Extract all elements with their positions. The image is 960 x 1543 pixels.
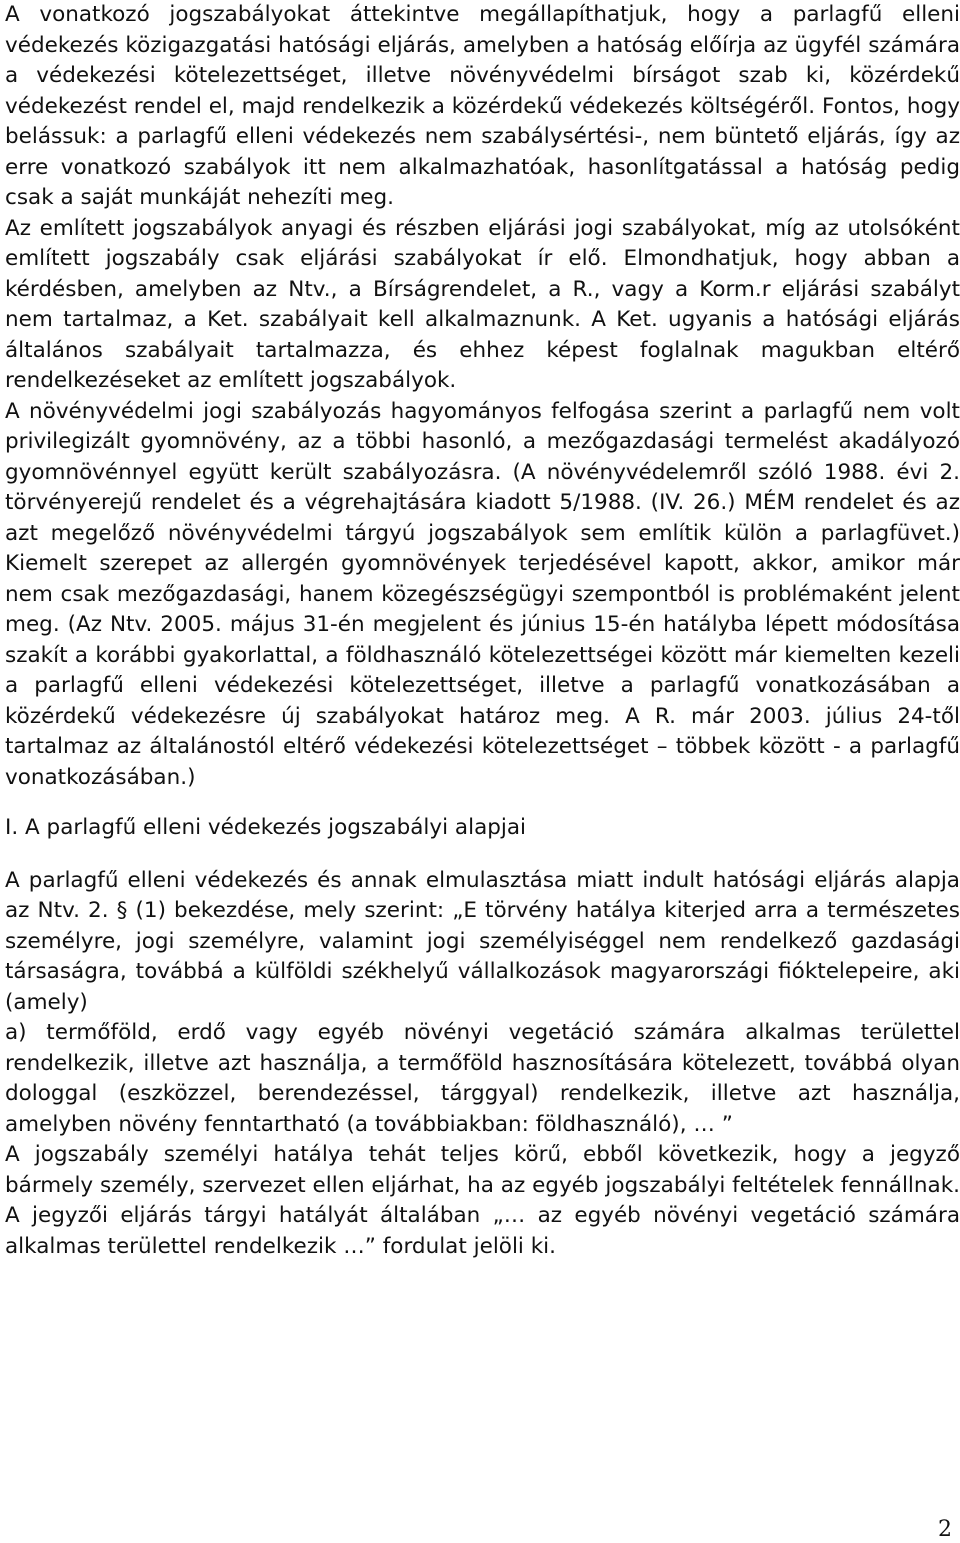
paragraph-3: A növényvédelmi jogi szabályozás hagyományos felfogása szerint a parlagfű nem volt privilegizált gyomnövény, az a többi hasonló, a mezőgazdasági termelést akadályozó gyomnövénnyel együtt került szabályozásra. (A növényvédelemről szóló 1988. évi 2. törvényerejű rendelet és a végrehajtására kiadott 5/1988. (IV. 26.) MÉM rendelet és az azt megelőző növényvédelmi tárgyú jogszabályok sem említik külön a parlagfüvet.) Kiemelt szerepet az allergén gyomnövények terjedésével kapott, akkor, amikor már nem csak mezőgazdasági, hanem közegészségügyi szempontból is problémaként jelent meg. (Az Ntv. 2005. május 31-én megjelent és június 15-én hatályba lépett módosítása szakít a korábbi gyakorlattal, a földhasználó kötelezettségei között már kiemelten kezeli a parlagfű elleni védekezési kötelezettséget, illetve a parlagfű vonatkozásában a közérdekű védekezésre új szabályokat határoz meg. A R. már 2003. július 24-től tartalmaz az általánostól eltérő védekezési kötelezettséget – többek között - a parlagfű vonatkozásában.) bbox=[5, 398, 960, 790]
section-heading: I. A parlagfű elleni védekezés jogszabályi alapjai bbox=[5, 815, 527, 840]
paragraph-1: A vonatkozó jogszabályokat áttekintve megállapíthatjuk, hogy a parlagfű elleni védekezés közigazgatási hatósági eljárás, amelyben a hatóság előírja az ügyfél számára a védekezési kötelezettséget, illetve növényvédelmi bírságot szab ki, közérdekű védekezést rendel el, majd rendelkezik a közérdekű védekezés költségéről. Fontos, hogy belássuk: a parlagfű elleni védekezés nem szabálysértési-, nem büntető eljárás, így az erre vonatkozó szabályok itt nem alkalmazhatóak, hasonlítgatással a hatóság pedig csak a saját munkáját nehezíti meg. bbox=[5, 2, 960, 210]
section-paragraph-1: A parlagfű elleni védekezés és annak elmulasztása miatt indult hatósági eljárás alapja az Ntv. 2. § (1) bekezdése, mely szerint: „E törvény hatálya kiterjed arra a természetes személyre, jogi személyre, valamint jogi személyiséggel nem rendelkező gazdasági társaságra, továbbá a külföldi székhelyű vállalkozások magyarországi fióktelepeire, aki (amely) bbox=[5, 867, 960, 1015]
section-paragraph-3: A jogszabály személyi hatálya tehát teljes körű, ebből következik, hogy a jegyző bármely személy, szervezet ellen eljárhat, ha az egyéb jogszabályi feltételek fennállnak. A jegyzői eljárás tárgyi hatályát általában „… az egyéb növényi vegetáció számára alkalmas területtel rendelkezik …” fordulat jelöli ki. bbox=[5, 1142, 960, 1259]
section-paragraph-2: a) termőföld, erdő vagy egyéb növényi vegetáció számára alkalmas területtel rendelkezik, illetve azt használja, a termőföld hasznosítására kötelezett, továbbá olyan dologgal (eszközzel, berendezéssel, tárggyal) rendelkezik, illetve azt használja, amelyben növény fenntartható (a továbbiakban: földhasználó), … ” bbox=[5, 1020, 960, 1137]
document-page bbox=[5, 0, 960, 1262]
paragraph-2: Az említett jogszabályok anyagi és részben eljárási jogi szabályokat, míg az utolsóként említett jogszabály csak eljárási szabályokat ír elő. Elmondhatjuk, hogy abban a kérdésben, amelyben az Ntv., a Bírságrendelet, a R., vagy a Korm.r eljárási szabályt nem tartalmaz, a Ket. szabályait kell alkalmaznunk. A Ket. ugyanis a hatósági eljárás általános szabályait tartalmazza, és ehhez képest foglalnak magukban eltérő rendelkezéseket az említett jogszabályok. bbox=[5, 215, 960, 393]
page-number: 2 bbox=[938, 1517, 952, 1542]
